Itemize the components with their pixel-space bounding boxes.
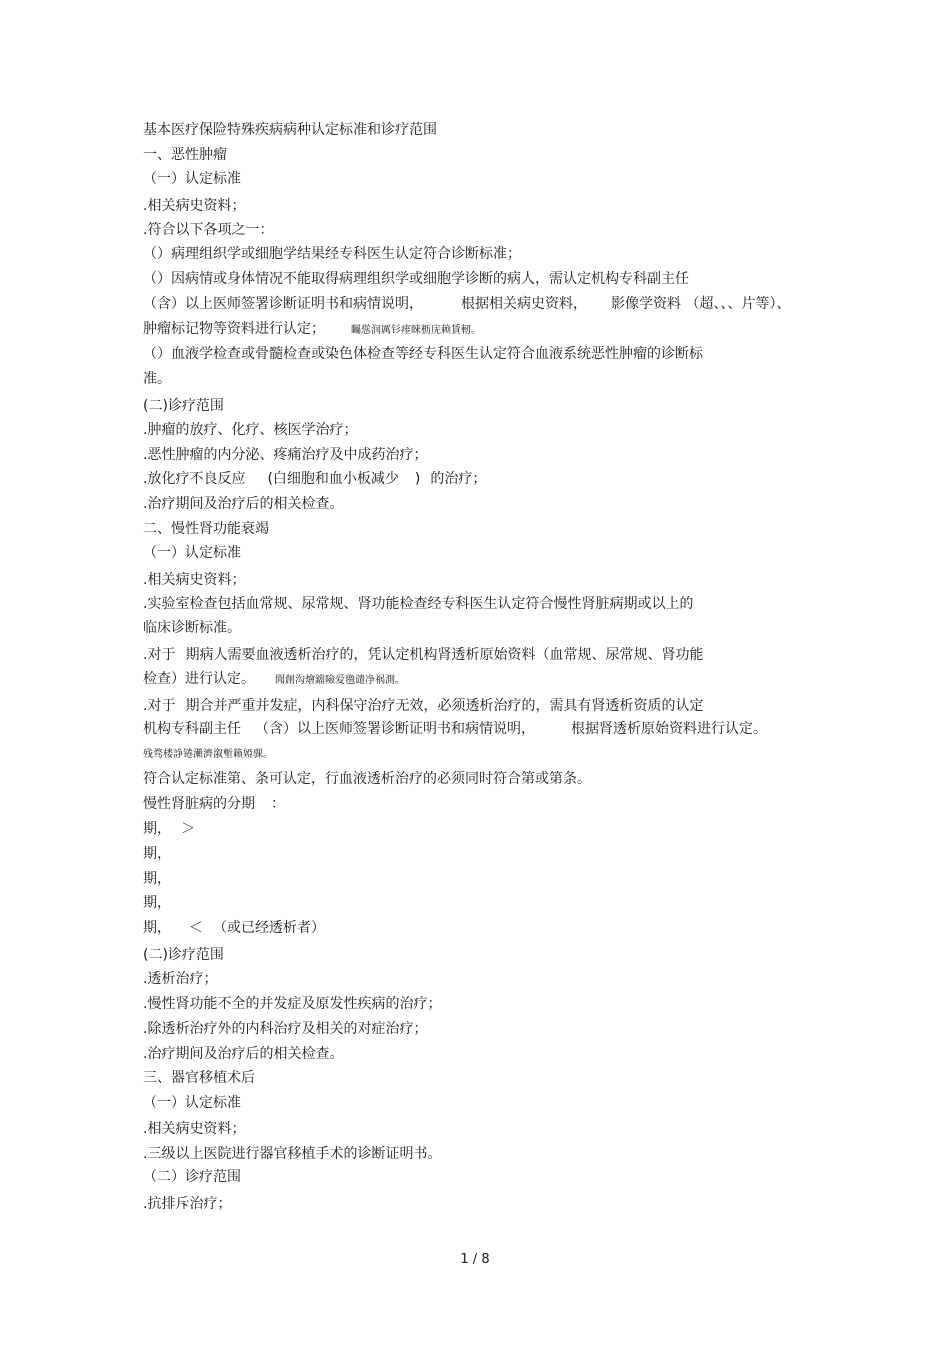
paragraph-line: .治疗期间及治疗后的相关检查。 (143, 1046, 344, 1062)
paragraph-line: .相关病史资料； (143, 198, 246, 214)
paragraph-line (143, 697, 703, 715)
stage-line (143, 820, 195, 838)
stage-line (143, 919, 325, 937)
text-segment: 根据肾透析原始资料进行认定。 (571, 721, 767, 737)
section-heading: 一、恶性肿瘤 (143, 147, 227, 163)
paragraph-line (143, 670, 405, 690)
paragraph-line: （）因病情或身体情况不能取得病理组织学或细胞学诊断的病人，需认定机构专科副主任 (143, 271, 689, 287)
text-segment: 期， (143, 920, 171, 936)
paragraph-line (143, 744, 273, 764)
text-segment: 影像学资料 （超、、、片等）、 (611, 296, 791, 312)
paragraph-line: .除透析治疗外的内科治疗及相关的对症治疗； (143, 1021, 428, 1037)
text-segment: 检查）进行认定。 (143, 671, 255, 687)
text-segment: .放化疗不良反应 (143, 471, 246, 487)
stage-line: 期， (143, 871, 171, 887)
text-segment: ＜ (189, 920, 203, 936)
text-segment: (白细胞和血小板减少 (267, 471, 399, 487)
text-segment: 机构专科副主任 (143, 721, 241, 737)
section-heading: 二、慢性肾功能衰竭 (143, 521, 269, 537)
subsection-heading: （一）认定标准 (143, 545, 241, 561)
text-segment: 期， (143, 821, 171, 837)
section-heading: 三、器官移植术后 (143, 1070, 255, 1086)
subsection-heading: （二）诊疗范围 (143, 1169, 241, 1185)
page-number: 1 / 8 (460, 1252, 490, 1267)
stage-line: 期， (143, 846, 171, 862)
paragraph-line: .符合以下各项之一： (143, 222, 274, 238)
watermark-text: 矚慫润厲钐瘗睞枥庑赖賃軔。 (351, 325, 481, 336)
text-segment: .对于 (143, 698, 176, 714)
subsection-heading: (二)诊疗范围 (143, 398, 224, 414)
paragraph-line: .慢性肾功能不全的并发症及原发性疾病的治疗； (143, 996, 442, 1012)
text-segment: ) (414, 471, 421, 487)
paragraph-line (143, 320, 481, 340)
text-segment: .对于 (143, 647, 176, 663)
paragraph-line (143, 646, 703, 664)
text-segment: 期合并严重并发症，内科保守治疗无效，必须透析治疗的，需具有肾透析资质的认定 (185, 698, 704, 714)
watermark-text: 残骛楼諍锩瀨濟溆塹籟婭骒。 (143, 749, 273, 760)
text-segment: 期病人需要血液透析治疗的，凭认定机构肾透析原始资料（血常规、尿常规、肾功能 (185, 647, 704, 663)
text-segment: （或已经透析者） (213, 920, 325, 936)
text-segment: （含）以上医师签署诊断证明书和病情说明， (143, 296, 423, 312)
subsection-heading: （一）认定标准 (143, 171, 241, 187)
watermark-text: 聞創沟燴鐺險爱氇谴净祸測。 (275, 675, 405, 686)
paragraph-line: .相关病史资料； (143, 1121, 246, 1137)
paragraph-line: 符合认定标准第、条可认定，行血液透析治疗的必须同时符合第或第条。 (143, 771, 591, 787)
paragraph-line: .透析治疗； (143, 971, 218, 987)
text-segment: ＞ (181, 821, 195, 837)
paragraph-line: 准。 (143, 371, 171, 387)
paragraph-line: .恶性肿瘤的内分泌、疼痛治疗及中成药治疗； (143, 447, 428, 463)
paragraph-line: .三级以上医院进行器官移植手术的诊断证明书。 (143, 1146, 442, 1162)
paragraph-line: （）血液学检查或骨髓检查或染色体检查等经专科医生认定符合血液系统恶性肿瘤的诊断标 (143, 346, 703, 362)
text-segment: 的治疗； (430, 471, 487, 487)
paragraph-line (143, 470, 486, 488)
subsection-heading: (二)诊疗范围 (143, 947, 224, 963)
paragraph-line (143, 720, 767, 738)
paragraph-line: .相关病史资料； (143, 572, 246, 588)
paragraph-line: .肿瘤的放疗、化疗、核医学治疗； (143, 422, 358, 438)
text-segment: 根据相关病史资料， (461, 296, 587, 312)
paragraph-line (143, 795, 285, 813)
subsection-heading: （一）认定标准 (143, 1095, 241, 1111)
paragraph-line: .实验室检查包括血常规、尿常规、肾功能检查经专科医生认定符合慢性肾脏病期或以上的 (143, 596, 694, 612)
stage-line: 期， (143, 895, 171, 911)
text-segment: 慢性肾脏病的分期 (143, 796, 255, 812)
text-segment: （含）以上医师签署诊断证明书和病情说明， (255, 721, 535, 737)
paragraph-line: 临床诊断标准。 (143, 620, 241, 636)
paragraph-line: .抗排斥治疗； (143, 1196, 232, 1212)
text-segment: 肿瘤标记物等资料进行认定； (143, 321, 325, 337)
document-title: 基本医疗保险特殊疾病病种认定标准和诊疗范围 (143, 122, 437, 138)
text-segment: ： (271, 796, 285, 812)
paragraph-line: （）病理组织学或细胞学结果经专科医生认定符合诊断标准； (143, 246, 521, 262)
paragraph-line: .治疗期间及治疗后的相关检查。 (143, 496, 344, 512)
paragraph-line (143, 295, 790, 313)
